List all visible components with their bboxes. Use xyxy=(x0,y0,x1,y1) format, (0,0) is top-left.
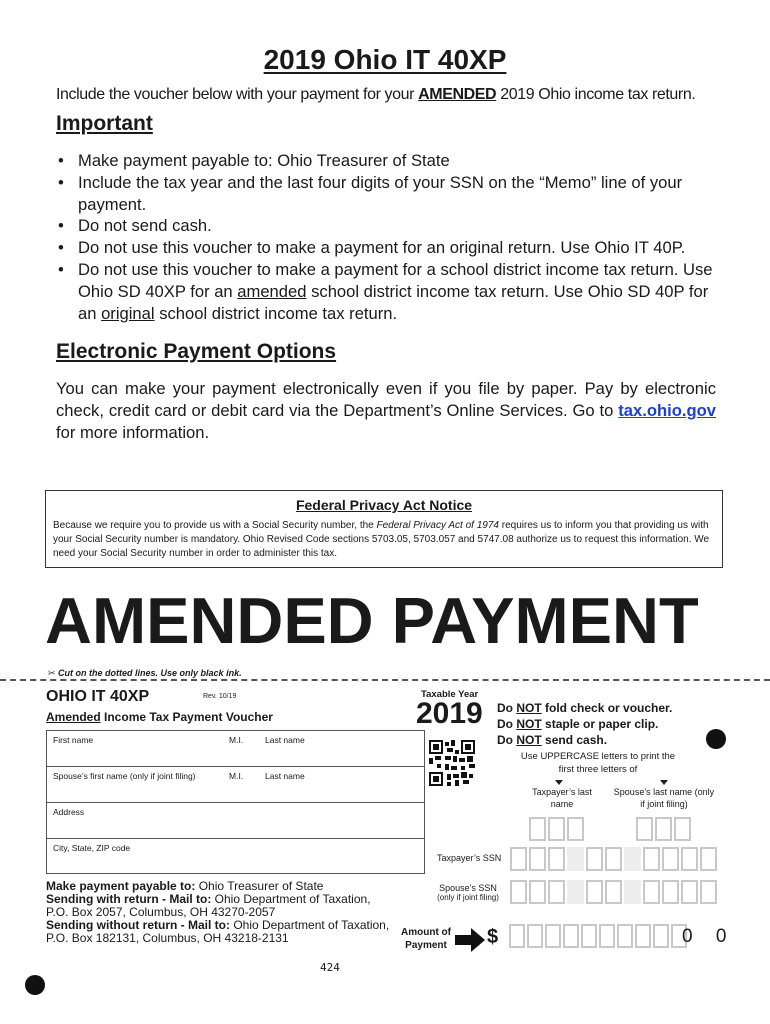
first-name-field[interactable]: First name M.I. Last name xyxy=(46,730,425,767)
taxpayer-ssn-label: Taxpayer’s SSN xyxy=(437,853,502,863)
amount-boxes[interactable] xyxy=(509,924,689,948)
electronic-text: You can make your payment electronically even if you file by paper. Pay by electronic check, credit card or debit card via the Department’s Online Services. Go to tax.ohio.gov for more information. xyxy=(56,379,716,442)
list-item: • Do not use this voucher to make a payment for a school district income tax return. Use Ohio SD 40XP for an amended school district income tax return. Use Ohio SD 40P for an original school district income tax return. xyxy=(56,259,716,324)
voucher-subtitle: Amended Income Tax Payment Voucher xyxy=(46,710,273,724)
taxpayer-ssn-boxes[interactable] xyxy=(510,847,719,871)
page-title: 2019 Ohio IT 40XP xyxy=(263,44,507,75)
taxpayer-last-name-label: Taxpayer’s last name xyxy=(532,787,592,809)
mailing-instructions: Make payment payable to: Ohio Treasurer of State Sending with return - Mail to: Ohio Department of Taxation, P.O. Box 2057, Columbus, OH 43270-2057 Sending without return - Mail to: Ohio Department of Taxation, P.O. Box 182131, Columbus, OH 43218-2131 xyxy=(46,879,390,945)
arrow-down-icon xyxy=(555,780,563,785)
spouse-last-name-label: Spouse’s last name (only if joint filing) xyxy=(613,787,715,809)
revision: Rev. 10/19 xyxy=(203,693,237,700)
registration-mark xyxy=(25,975,45,995)
intro-text: Include the voucher below with your payment for your AMENDED 2019 Ohio income tax return. xyxy=(56,86,696,103)
address-field[interactable]: Address xyxy=(46,802,425,839)
uppercase-instruction: Use UPPERCASE letters to print the first three letters of xyxy=(520,751,676,775)
note-line: Do NOT send cash. xyxy=(497,733,608,747)
cut-instruction: ✂ Cut on the dotted lines. Use only black ink. xyxy=(48,668,246,679)
tax-ohio-link[interactable]: tax.ohio.gov xyxy=(618,401,716,420)
voucher-notes xyxy=(497,700,672,748)
dollar-sign: $ xyxy=(487,926,499,948)
scissors-icon: ✂ xyxy=(48,668,59,678)
spouse-name-field[interactable]: Spouse’s first name (only if joint filing) M.I. Last name xyxy=(46,766,425,803)
privacy-heading: Federal Privacy Act Notice xyxy=(295,497,473,513)
note-line: Do NOT staple or paper clip. xyxy=(497,717,659,731)
arrow-down-icon xyxy=(660,780,668,785)
electronic-heading: Electronic Payment Options xyxy=(56,340,337,363)
registration-mark xyxy=(706,729,726,749)
qr-code xyxy=(429,740,475,786)
spouse-ssn-note: (only if joint filing) xyxy=(437,893,499,902)
privacy-body: Because we require you to provide us with a Social Security number, the Federal Privacy Act of 1974 requires us to inform you that providing us with your Social Security number is mandatory. Ohio Revised Code sections 5703.05, 5703.057 and 5747.08 authorize us to request this information. We need your Social Security number in order to administer this tax. xyxy=(53,520,710,559)
taxable-year: 2019 xyxy=(416,697,483,730)
amended-payment-banner: AMENDED PAYMENT xyxy=(45,584,699,657)
amount-label: Amount of Payment xyxy=(401,927,451,951)
amount-cents: 0 0 xyxy=(682,926,736,947)
list-item: • Do not send cash. xyxy=(56,215,716,237)
form-id: OHIO IT 40XP xyxy=(46,688,150,705)
taxable-year-label: Taxable Year xyxy=(421,689,479,700)
list-item: • Do not use this voucher to make a payment for an original return. Use Ohio IT 40P. xyxy=(56,237,716,259)
list-item: • Include the tax year and the last four digits of your SSN on the “Memo” line of your payment. xyxy=(56,172,716,216)
list-item: • Make payment payable to: Ohio Treasurer of State xyxy=(56,150,716,172)
note-line: Do NOT fold check or voucher. xyxy=(497,701,673,715)
spouse-last-name-boxes[interactable] xyxy=(636,817,693,841)
important-list xyxy=(56,150,716,324)
privacy-notice xyxy=(45,490,723,568)
spouse-ssn-boxes[interactable] xyxy=(510,880,719,904)
taxpayer-last-name-boxes[interactable] xyxy=(529,817,586,841)
spouse-ssn-label: Spouse’s SSN xyxy=(439,883,497,893)
city-state-zip-field[interactable]: City, State, ZIP code xyxy=(46,838,425,874)
arrow-right-icon xyxy=(455,928,485,952)
page-number: 424 xyxy=(320,961,340,974)
cut-line xyxy=(0,679,770,681)
important-heading: Important xyxy=(56,112,153,135)
